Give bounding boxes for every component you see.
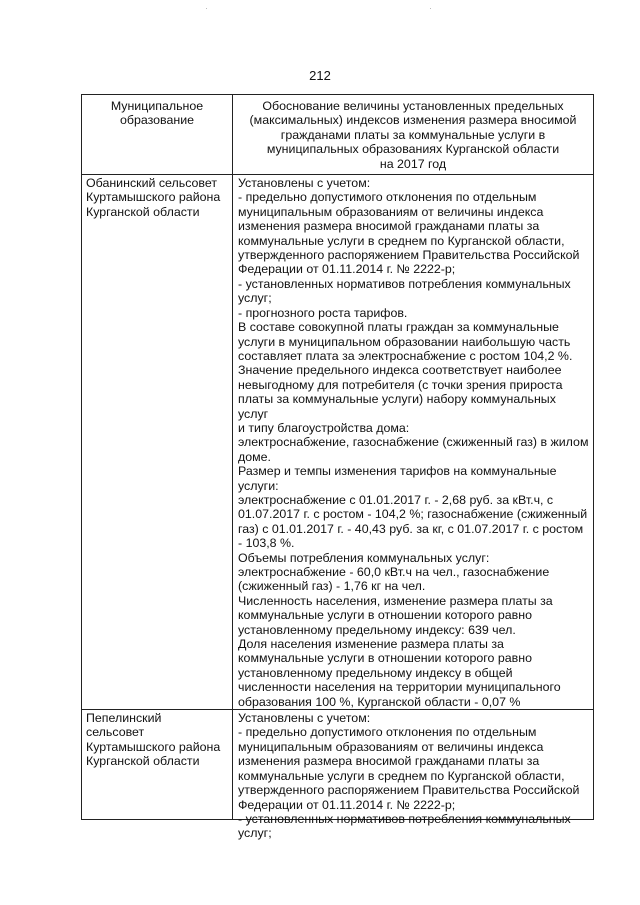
municipality-line: сельсовет <box>86 725 145 740</box>
justification-line: муниципальным образованиям от величины индекса <box>238 739 544 754</box>
justification-line: коммунальные услуги в отношении которого равно <box>238 608 532 623</box>
municipality-line: Курганской области <box>86 204 200 219</box>
justification-text <box>238 711 589 841</box>
justification-line: газ) с 01.01.2017 г. - 40,43 руб. за кг, с 01.07.2017 г. с ростом <box>238 521 584 536</box>
justification-line: численности населения на территории муниципального <box>238 680 561 695</box>
justification-line: - установленных нормативов потребления коммунальных <box>238 811 571 826</box>
justification-line: услуг; <box>238 291 272 306</box>
justification-line: 01.07.2017 г. с ростом - 104,2 %; газоснабжение (сжиженный <box>238 507 588 522</box>
justification-line: образования 100 %, Курганской области - 0,07 % <box>238 694 521 709</box>
page-number: 212 <box>309 68 331 83</box>
justification-line: изменения размера вносимой гражданами платы за <box>238 754 540 769</box>
justification-line: Федерации от 01.11.2014 г. № 2222-р; <box>238 797 456 812</box>
header-municipality-line: образование <box>119 113 195 128</box>
justification-line: Значение предельного индекса соответствует наиболее <box>238 363 562 378</box>
justification-line: Объемы потребления коммунальных услуг: <box>238 550 490 565</box>
municipality-line: Куртамышского района <box>86 190 221 205</box>
justification-line: Размер и темпы изменения тарифов на коммунальные <box>238 464 557 479</box>
header-justification-line: на 2017 год <box>379 156 447 171</box>
justification-line: услуги в муниципальном образовании наибольшую часть <box>238 334 571 349</box>
header-justification-line: Обоснование величины установленных предельных <box>262 99 564 113</box>
justification-line: установленному предельному индексу в общей <box>238 665 513 680</box>
justification-line: электроснабжение с 01.01.2017 г. - 2,68 руб. за кВт.ч, с <box>238 492 554 507</box>
justification-line: Федерации от 01.11.2014 г. № 2222-р; <box>238 262 456 277</box>
justification-line: невыгодному для потребителя (с точки зрения прироста <box>238 377 563 392</box>
municipality-line: Куртамышского района <box>86 739 221 754</box>
justification-line: - прогнозного роста тарифов. <box>238 305 408 320</box>
table-row <box>82 710 594 820</box>
municipality-cell <box>82 710 233 820</box>
justification-line: утвержденного распоряжением Правительства Российской <box>238 783 580 798</box>
justification-line: электроснабжение - 60,0 кВт.ч на чел., газоснабжение <box>238 565 550 579</box>
header-justification-line: гражданами платы за коммунальные услуги в <box>280 127 546 142</box>
justification-line: доме. <box>238 449 271 464</box>
justification-line: - 103,8 %. <box>238 536 295 551</box>
municipality-line: Курганской области <box>86 754 200 769</box>
justification-line: электроснабжение, газоснабжение (сжиженный газ) в жилом <box>238 435 589 450</box>
justification-line: коммунальные услуги в среднем по Курганской области, <box>238 768 565 783</box>
header-justification-line: (максимальных) индексов изменения размера вносимой <box>249 113 577 128</box>
justification-line: В составе совокупной платы граждан за коммунальные <box>238 320 559 335</box>
header-justification <box>233 95 594 175</box>
justification-line: Доля населения изменение размера платы за <box>238 637 504 652</box>
justification-line: услуг; <box>238 826 272 841</box>
table-header-row <box>82 95 594 175</box>
municipality-cell <box>82 175 233 710</box>
justification-line: составляет плата за электроснабжение с ростом 104,2 %. <box>238 348 573 363</box>
justification-line: Установлены с учетом: <box>238 176 371 191</box>
header-justification-line: муниципальных образованиях Курганской области <box>266 142 560 157</box>
municipality-line: Обанинский сельсовет <box>86 176 218 191</box>
table-row <box>82 175 594 710</box>
justification-line: коммунальные услуги в среднем по Курганской области, <box>238 233 565 248</box>
header-municipality <box>82 95 233 175</box>
header-municipality-line: Муниципальное <box>110 99 204 113</box>
justification-line: муниципальным образованиям от величины индекса <box>238 204 544 219</box>
justification-line: (сжиженный газ) - 1,76 кг на чел. <box>238 579 426 594</box>
justification-line: Численность населения, изменение размера платы за <box>238 593 553 608</box>
tariff-index-table <box>81 94 594 841</box>
justification-line: изменения размера вносимой гражданами платы за <box>238 219 540 234</box>
justification-line: - предельно допустимого отклонения по отдельным <box>238 190 537 205</box>
justification-line: - установленных нормативов потребления коммунальных <box>238 276 571 291</box>
justification-cell <box>233 710 594 841</box>
scan-speck <box>206 8 207 9</box>
justification-line: коммунальные услуги в отношении которого равно <box>238 651 532 666</box>
justification-line: установленному предельному индексу: 639 чел. <box>238 622 516 637</box>
municipality-line: Пепелинский <box>86 711 162 726</box>
justification-line: и типу благоустройства дома: <box>238 420 410 435</box>
justification-cell <box>233 175 594 710</box>
justification-text <box>238 176 589 709</box>
justification-line: платы за коммунальные услуги) набору коммунальных услуг <box>238 392 556 421</box>
scan-speck <box>430 8 431 9</box>
justification-line: услуги: <box>238 478 279 493</box>
justification-line: Установлены с учетом: <box>238 711 371 726</box>
justification-line: утвержденного распоряжением Правительства Российской <box>238 248 580 263</box>
justification-line: - предельно допустимого отклонения по отдельным <box>238 725 537 740</box>
